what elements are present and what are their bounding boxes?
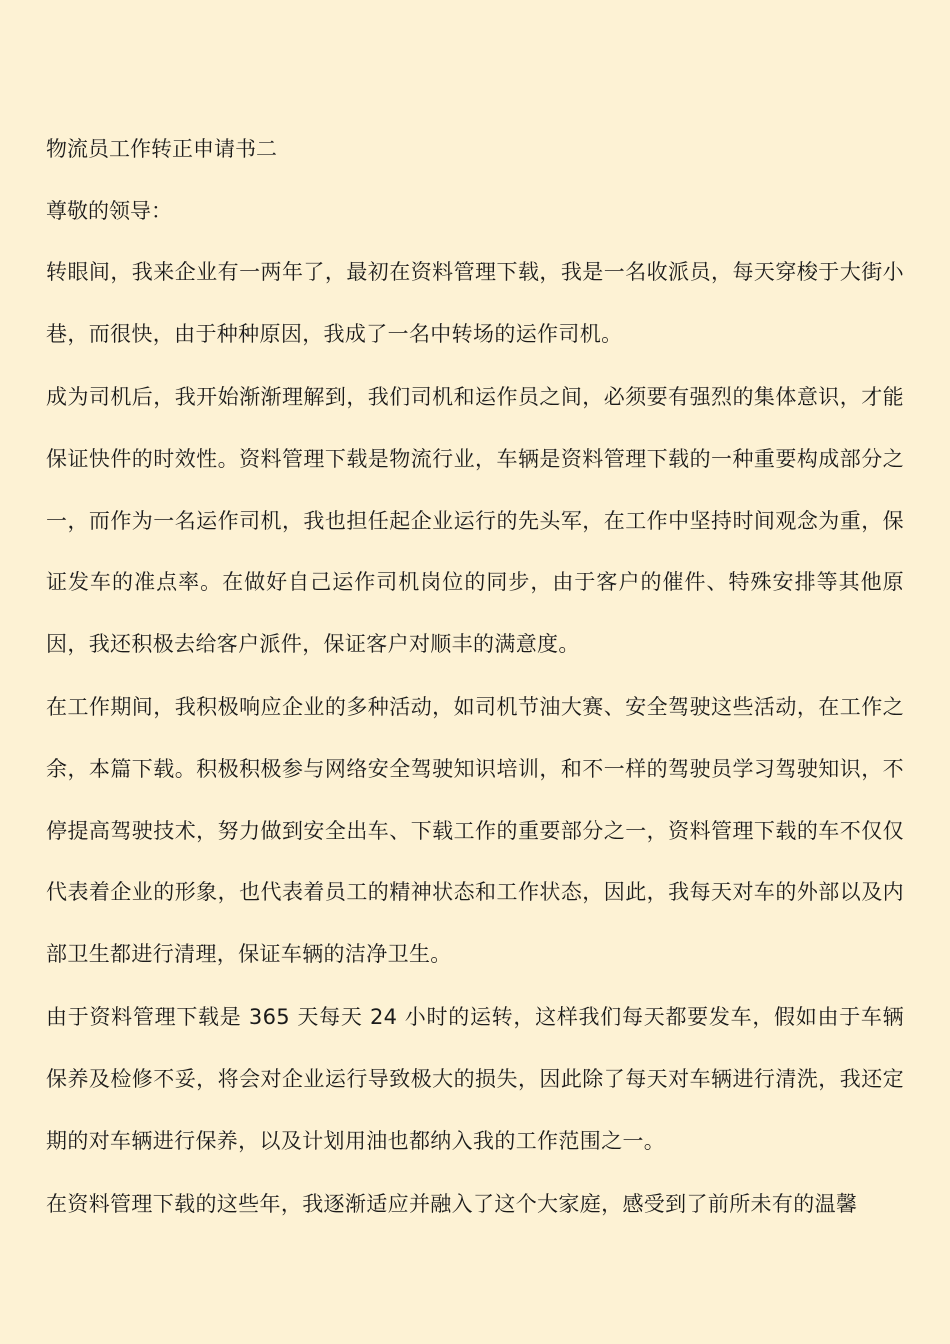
paragraph-3: 在工作期间，我积极响应企业的多种活动，如司机节油大赛、安全驾驶这些活动，在工作之余，本篇下载。积极积极参与网络安全驾驶知识培训，和不一样的驾驶员学习驾驶知识，不停提高驾驶技术，努力做到安全出车、下载工作的重要部分之一，资料管理下载的车不仅仅代表着企业的形象，也代表着员工的精神状态和工作状态，因此，我每天对车的外部以及内部卫生都进行清理，保证车辆的洁净卫生。	[46, 695, 904, 966]
document-page	[46, 119, 904, 1238]
paragraph-2: 成为司机后，我开始渐渐理解到，我们司机和运作员之间，必须要有强烈的集体意识，才能保证快件的时效性。资料管理下载是物流行业，车辆是资料管理下载的一种重要构成部分之一，而作为一名运作司机，我也担任起企业运行的先头军，在工作中坚持时间观念为重，保证发车的准点率。在做好自己运作司机岗位的同步，由于客户的催件、特殊安排等其他原因，我还积极去给客户派件，保证客户对顺丰的满意度。	[46, 385, 904, 656]
paragraph-5: 在资料管理下载的这些年，我逐渐适应并融入了这个大家庭，感受到了前所未有的温馨	[46, 1192, 858, 1217]
paragraph-1: 转眼间，我来企业有一两年了，最初在资料管理下载，我是一名收派员，每天穿梭于大街小巷，而很快，由于种种原因，我成了一名中转场的运作司机。	[46, 260, 904, 346]
document-title: 物流员工作转正申请书二	[46, 137, 277, 161]
salutation: 尊敬的领导：	[46, 198, 172, 223]
paragraph-4: 由于资料管理下载是 365 天每天 24 小时的运转，这样我们每天都要发车，假如由于车辆保养及检修不妥，将会对企业运行导致极大的损失，因此除了每天对车辆进行清洗，我还定期的对车辆进行保养，以及计划用油也都纳入我的工作范围之一。	[46, 1005, 904, 1153]
